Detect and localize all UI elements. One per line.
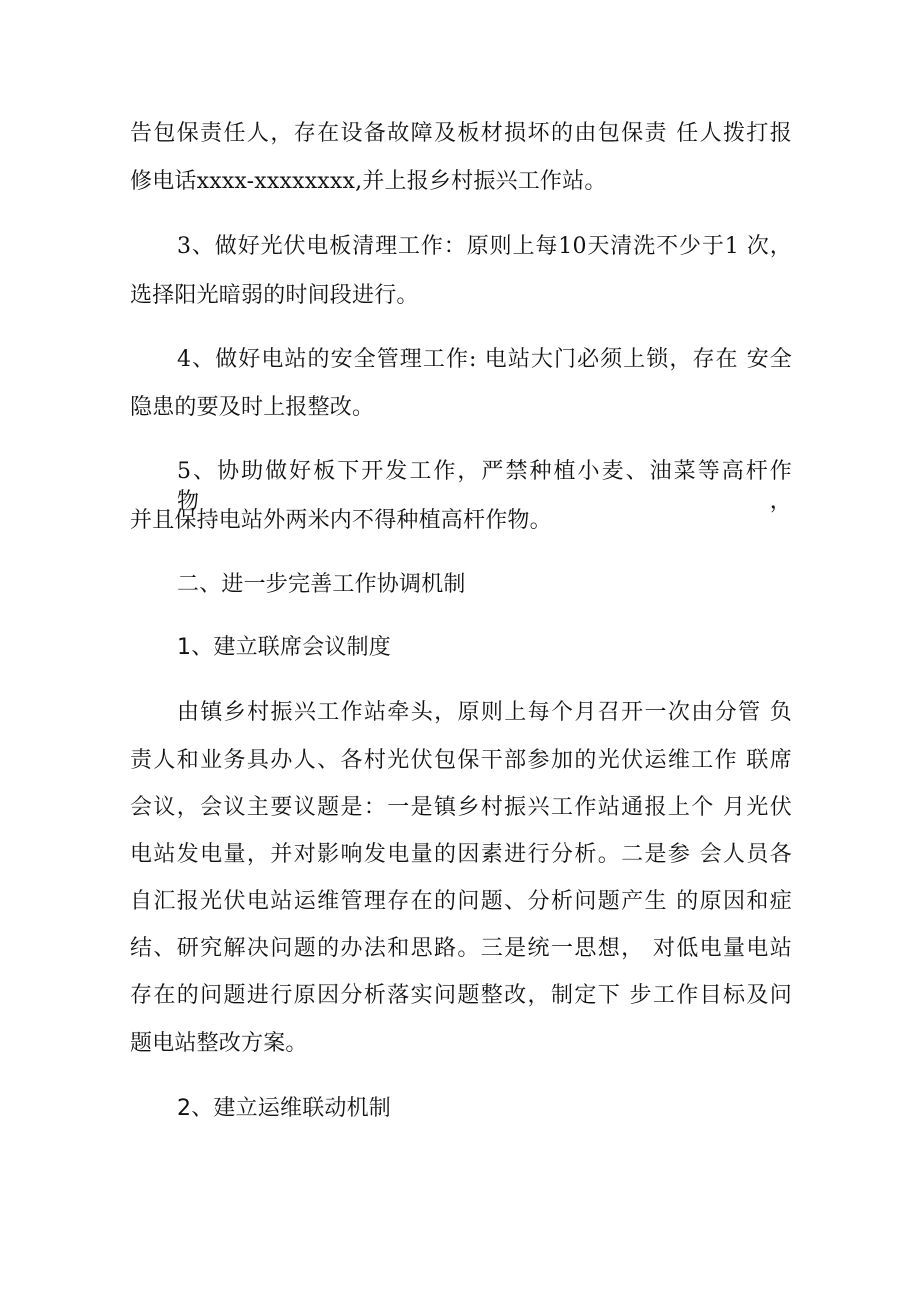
section-heading: 二、进一步完善工作协调机制	[177, 572, 466, 597]
list-item-line: 隐患的要及时上报整改。	[130, 395, 375, 420]
paragraph-line: 修电话xxxx-xxxxxxxx,并上报乡村振兴工作站。	[130, 169, 607, 194]
paragraph-line: 存在的问题进行原因分析落实问题整改，制定下 步工作目标及问	[130, 983, 792, 1008]
paragraph-line: 责人和业务具办人、各村光伏包保干部参加的光伏运维工作 联席	[130, 748, 792, 773]
subsection-heading: 2、建立运维联动机制	[177, 1096, 391, 1121]
paragraph-line: 由镇乡村振兴工作站牵头，原则上每个月召开一次由分管 负	[177, 700, 792, 725]
paragraph-line: 告包保责任人，存在设备故障及板材损坏的由包保责 任人拨打报	[130, 121, 792, 146]
list-item-line: 5、协助做好板下开发工作，严禁种植小麦、油菜等高杆作 物，	[177, 459, 792, 514]
paragraph-line: 会议，会议主要议题是：一是镇乡村振兴工作站通报上个 月光伏	[130, 795, 792, 820]
list-item-line: 4、做好电站的安全管理工作: 电站大门必须上锁，存在 安全	[177, 347, 792, 372]
list-item-line: 选择阳光暗弱的时间段进行。	[130, 283, 419, 308]
paragraph-line: 电站发电量，并对影响发电量的因素进行分析。二是参 会人员各	[130, 842, 792, 867]
paragraph-line: 自汇报光伏电站运维管理存在的问题、分析问题产生 的原因和症	[130, 889, 792, 914]
paragraph-line: 结、研究解决问题的办法和思路。三是统一思想， 对低电量电站	[130, 936, 792, 961]
paragraph-line: 题电站整改方案。	[130, 1031, 308, 1056]
list-item-line: 3、做好光伏电板清理工作：原则上每10天清洗不少于1 次，	[177, 234, 792, 259]
list-item-line: 并且保持电站外两米内不得种植高杆作物。	[130, 508, 552, 533]
subsection-heading: 1、建立联席会议制度	[177, 635, 391, 660]
